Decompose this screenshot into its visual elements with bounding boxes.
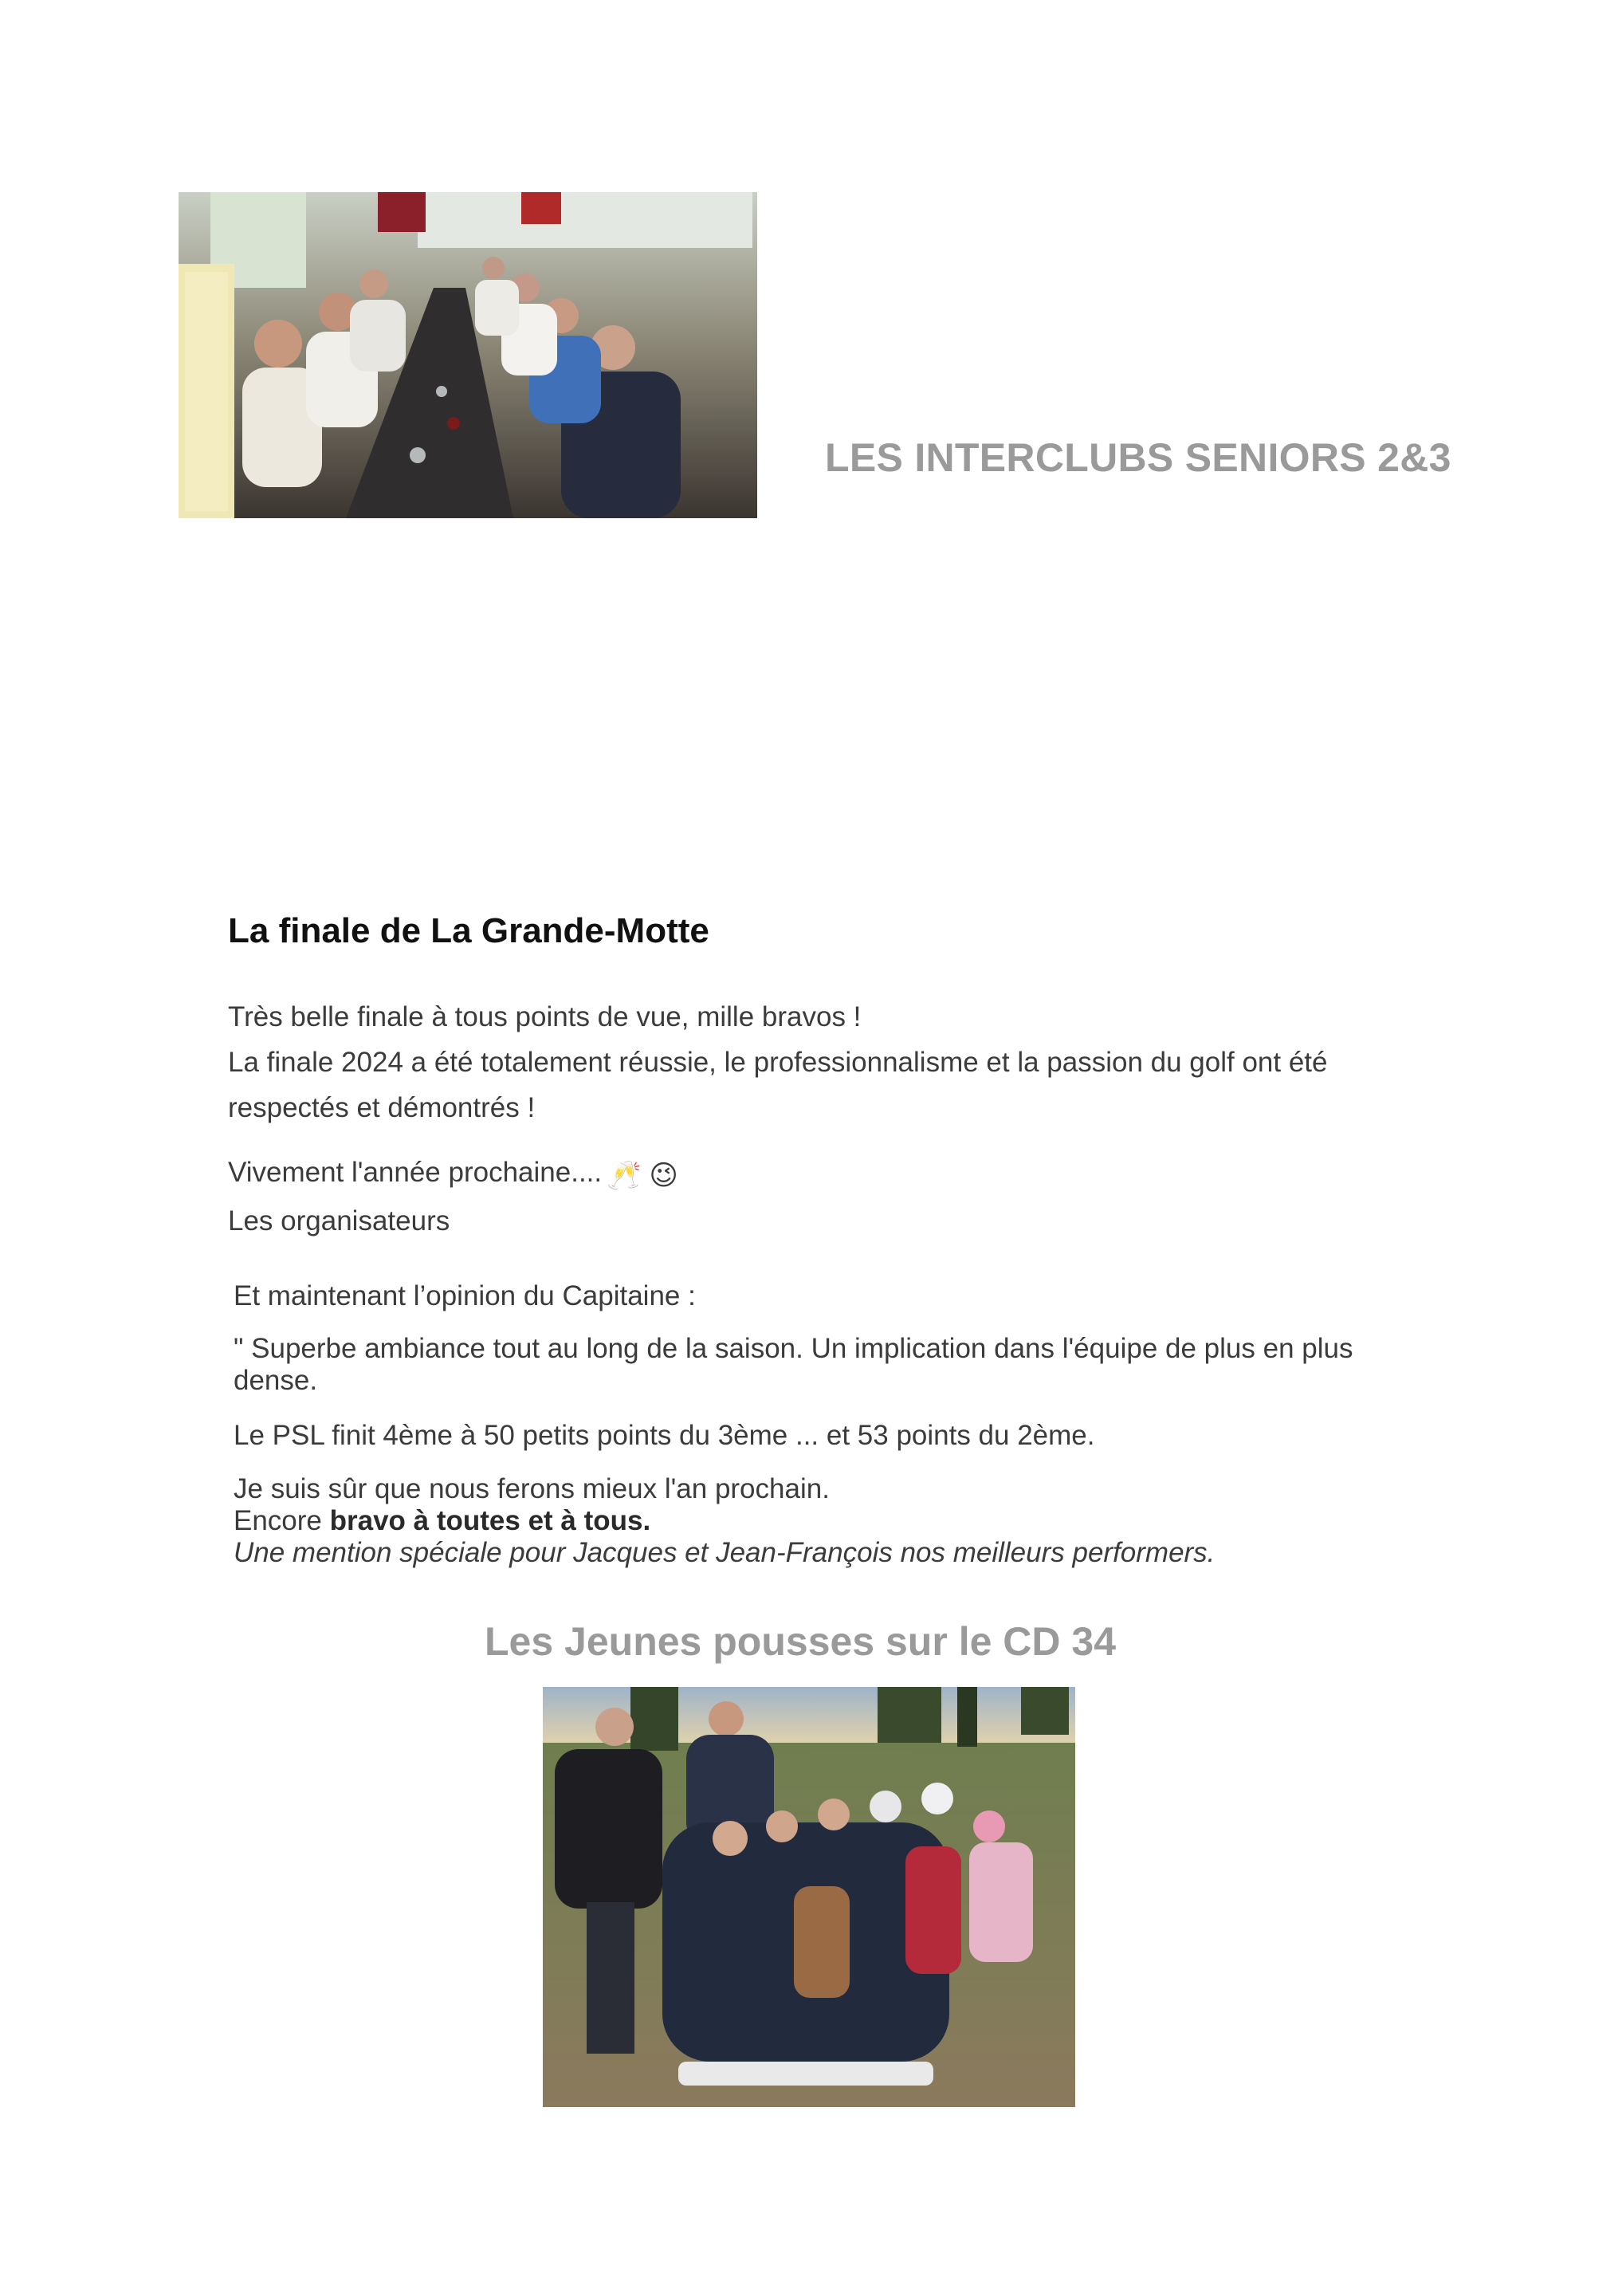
junior-golfers-photo [543,1687,1075,2107]
article-heading: La finale de La Grande-Motte [228,911,709,950]
article-paragraph-2 [228,1150,678,1244]
captain-quote-line: dense. [234,1365,318,1396]
article-line: Très belle finale à tous points de vue, mille bravos ! [228,1001,862,1032]
captain-closing-bold: bravo à toutes et à tous. [329,1505,651,1536]
section-title-jeunes: Les Jeunes pousses sur le CD 34 [485,1619,1117,1664]
group-dinner-photo-icon [179,192,757,518]
article-line: respectés et démontrés ! [228,1092,536,1123]
captain-result: Le PSL finit 4ème à 50 petits points du 3ème ... et 53 points du 2ème. [234,1420,1095,1451]
captain-closing-prefix: Encore [234,1505,330,1536]
junior-golfers-photo-icon [543,1687,1075,2107]
section-title-interclubs: LES INTERCLUBS SENIORS 2&3 [825,435,1451,480]
group-dinner-photo [179,192,757,518]
article-line: La finale 2024 a été totalement réussie, le professionnalisme et la passion du golf ont été [228,1047,1328,1078]
captain-quote [234,1333,1353,1397]
article-line: Vivement l'année prochaine.... [228,1157,603,1188]
captain-closing [234,1473,1215,1569]
article-signature: Les organisateurs [228,1205,450,1236]
captain-closing-mention: Une mention spéciale pour Jacques et Jean-François nos meilleurs performers. [234,1537,1216,1568]
champagne-wink-emoji-icon: 🥂 😉 [607,1160,678,1191]
captain-quote-line: " Superbe ambiance tout au long de la saison. Un implication dans l'équipe de plus en plus [234,1333,1353,1364]
captain-closing-line: Je suis sûr que nous ferons mieux l'an prochain. [234,1473,830,1504]
article-paragraph-1 [228,994,1328,1130]
captain-intro: Et maintenant l’opinion du Capitaine : [234,1280,696,1311]
